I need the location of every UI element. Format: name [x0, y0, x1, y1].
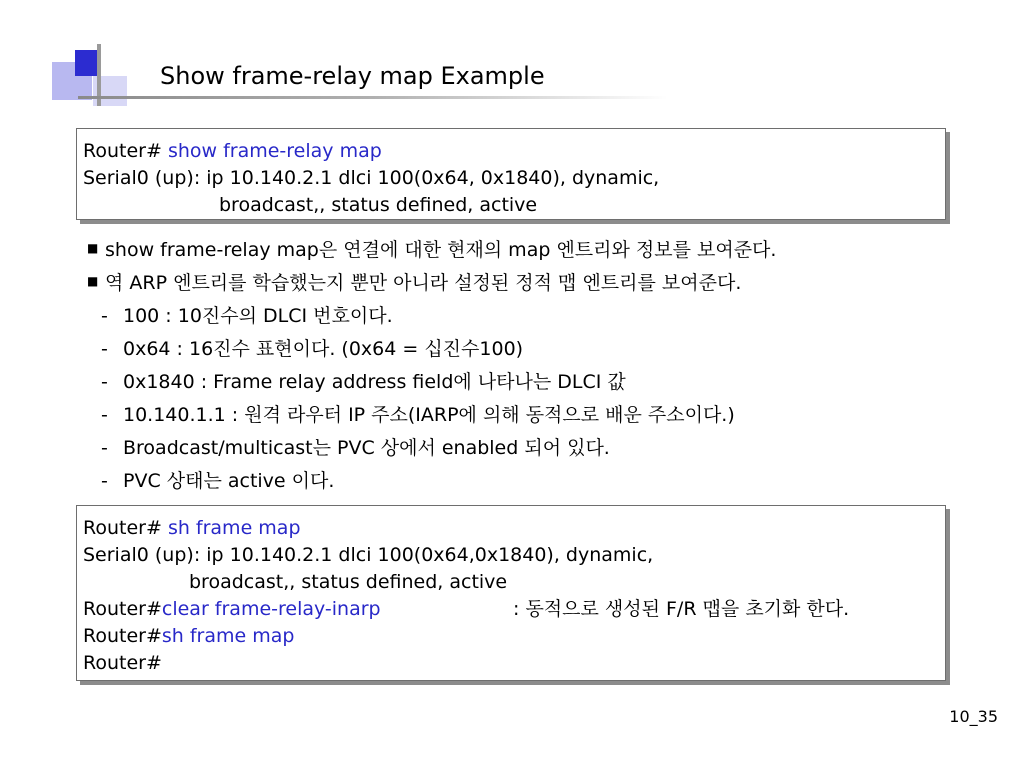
dash-item: [87, 465, 776, 498]
dash-text: Broadcast/multicast는 PVC 상에서 enabled 되어 있다.: [123, 437, 610, 459]
dash-icon: -: [101, 338, 108, 360]
title-underline: [78, 96, 668, 99]
command: show frame-relay map: [167, 140, 382, 162]
dash-item: [87, 399, 776, 432]
prompt: Router#: [83, 652, 162, 674]
dash-text: 100 : 10진수의 DLCI 번호이다.: [123, 305, 393, 327]
dash-icon: -: [101, 371, 108, 393]
dash-item: [87, 432, 776, 465]
bullet-text: 역 ARP 엔트리를 학습했는지 뿐만 아니라 설정된 정적 맵 엔트리를 보여준다.: [105, 272, 742, 294]
page-title: Show frame-relay map Example: [160, 62, 545, 90]
code-line: broadcast,, status defined, active: [189, 571, 508, 593]
dash-icon: -: [101, 404, 108, 426]
bullet-item: [87, 267, 776, 300]
code-box-show-map: [76, 128, 946, 220]
dash-text: 0x1840 : Frame relay address field에 나타나는 DLCI 값: [123, 371, 626, 393]
bullet-text: show frame-relay map은 연결에 대한 현재의 map 엔트리와 정보를 보여준다.: [105, 239, 777, 261]
dash-item: [87, 300, 776, 333]
bullet-icon: ■: [87, 241, 99, 255]
code-line: Serial0 (up): ip 10.140.2.1 dlci 100(0x64,0x1840), dynamic,: [83, 544, 654, 566]
prompt: Router#: [83, 625, 162, 647]
dash-icon: -: [101, 470, 108, 492]
prompt: Router#: [83, 598, 162, 620]
prompt: Router#: [83, 140, 168, 162]
command-note: : 동적으로 생성된 F/R 맵을 초기화 한다.: [513, 598, 850, 620]
code-box-sh-map: [76, 505, 946, 681]
dash-item: [87, 333, 776, 366]
page-number: 10_35: [949, 707, 998, 726]
prompt: Router#: [83, 517, 168, 539]
command: sh frame map: [167, 517, 301, 539]
command: clear frame-relay-inarp: [161, 598, 381, 620]
code-line: [83, 650, 945, 677]
bullet-item: [87, 234, 776, 267]
dash-text: 0x64 : 16진수 표현이다. (0x64 = 십진수100): [123, 338, 524, 360]
dash-item: [87, 366, 776, 399]
code-line: [83, 623, 945, 650]
notes-list: [87, 234, 776, 498]
code-line: [83, 515, 945, 542]
dash-icon: -: [101, 305, 108, 327]
code-line: Serial0 (up): ip 10.140.2.1 dlci 100(0x64, 0x1840), dynamic,: [83, 167, 660, 189]
code-line: [83, 596, 945, 623]
dash-icon: -: [101, 437, 108, 459]
code-line: broadcast,, status defined, active: [219, 194, 538, 216]
bullet-icon: ■: [87, 274, 99, 288]
code-line: [83, 138, 945, 165]
dash-text: 10.140.1.1 : 원격 라우터 IP 주소(IARP에 의해 동적으로 배운 주소이다.): [123, 404, 735, 426]
dash-text: PVC 상태는 active 이다.: [123, 470, 335, 492]
command: sh frame map: [161, 625, 295, 647]
